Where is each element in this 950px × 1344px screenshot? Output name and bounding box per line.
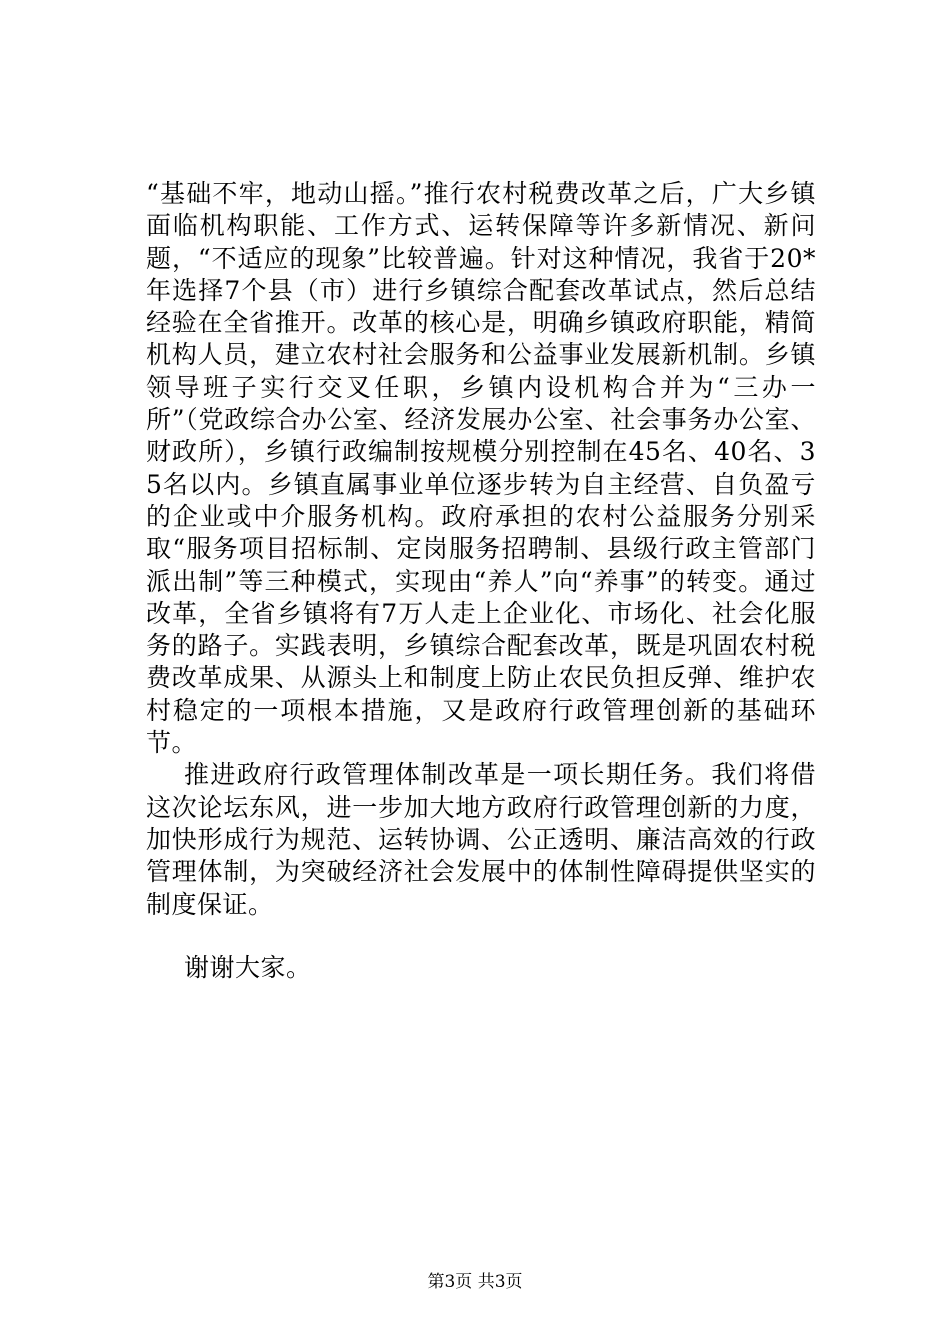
paragraph-thanks: 谢谢大家。 (184, 952, 312, 982)
paragraph-long-term-task: 推进政府行政管理体制改革是一项长期任务。我们将借这次论坛东风，进一步加大地方政府行政管理创新的力度，加快形成行为规范、运转协调、公正透明、廉洁高效的行政管理体制，为突破经济社会发展中的体制性障碍提供坚实的制度保证。 (146, 760, 816, 919)
paragraph-township-reform: “基础不牢，地动山摇。”推行农村税费改革之后，广大乡镇面临机构职能、工作方式、运转保障等许多新情况、新问题，“不适应的现象”比较普遍。针对这种情况，我省于20*年选择7个县（市）进行乡镇综合配套改革试点，然后总结经验在全省推开。改革的核心是，明确乡镇政府职能，精简机构人员，建立农村社会服务和公益事业发展新机制。乡镇领导班子实行交叉任职，乡镇内设机构合并为“三办一所”（党政综合办公室、经济发展办公室、社会事务办公室、财政所），乡镇行政编制按规模分别控制在45名、40名、35名以内。乡镇直属事业单位逐步转为自主经营、自负盈亏的企业或中介服务机构。政府承担的农村公益服务分别采取“服务项目招标制、定岗服务招聘制、县级行政主管部门派出制”等三种模式，实现由“养人”向“养事”的转变。通过改革，全省乡镇将有7万人走上企业化、市场化、社会化服务的路子。实践表明，乡镇综合配套改革，既是巩固农村税费改革成果、从源头上和制度上防止农民负担反弹、维护农村稳定的一项根本措施，又是政府行政管理创新的基础环节。 (146, 179, 816, 758)
page-footer: 第3页 共3页 (427, 1272, 523, 1292)
document-body (146, 178, 816, 984)
